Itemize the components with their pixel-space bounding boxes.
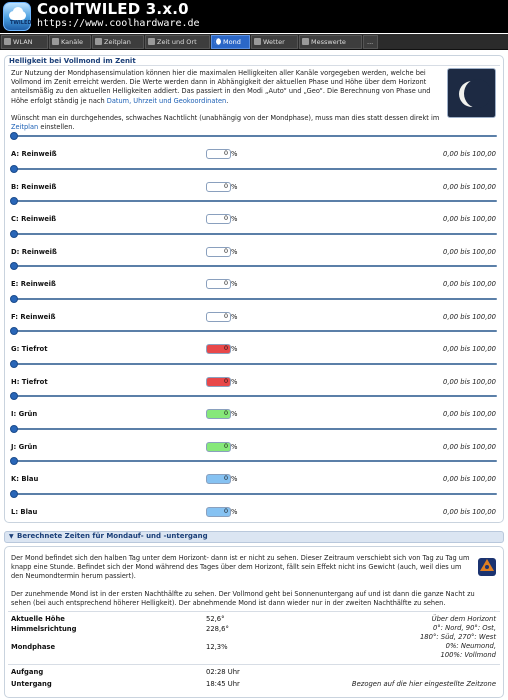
slider-handle[interactable]	[10, 165, 18, 173]
slider-handle[interactable]	[10, 490, 18, 498]
channel-label: G: Tiefrot	[11, 345, 48, 353]
phase-note: 0%: Neumond, 100%: Vollmond	[440, 642, 496, 659]
channel-value-input[interactable]: 0	[206, 182, 231, 192]
brightness-slider[interactable]	[11, 198, 497, 204]
moon-shadow	[464, 79, 491, 108]
channel-range: 0,00 bis 100,00	[443, 410, 496, 418]
brightness-slider[interactable]	[11, 263, 497, 269]
channel-value-input[interactable]: 0	[206, 377, 231, 387]
channel-label: I: Grün	[11, 410, 38, 418]
channel-range: 0,00 bis 100,00	[443, 248, 496, 256]
slider-track[interactable]	[11, 298, 497, 300]
slider-handle[interactable]	[10, 230, 18, 238]
tab-mond[interactable]	[211, 35, 250, 49]
channel-label: F: Reinweiß	[11, 313, 56, 321]
channel-label: L: Blau	[11, 508, 38, 516]
main-nav	[0, 34, 508, 50]
channel-value-input[interactable]: 0	[206, 409, 231, 419]
tab-zeit-und-ort[interactable]	[145, 35, 210, 49]
phase-value: 12,3%	[206, 643, 228, 651]
percent-unit: %	[231, 475, 238, 483]
tab-label: Zeit und Ort	[157, 38, 197, 46]
moonrise-label: Aufgang	[11, 668, 44, 676]
brightness-slider[interactable]	[11, 426, 497, 432]
warning-dot	[485, 565, 489, 569]
channel-value-input[interactable]: 0	[206, 474, 231, 484]
channel-label: H: Tiefrot	[11, 378, 48, 386]
percent-unit: %	[231, 183, 238, 191]
channel-value-input[interactable]: 0	[206, 442, 231, 452]
channel-value-input[interactable]: 0	[206, 312, 231, 322]
logo-cloud	[9, 11, 26, 20]
phase-label: Mondphase	[11, 643, 56, 651]
tab-label: Mond	[223, 38, 241, 46]
moonset-label: Untergang	[11, 680, 52, 688]
slider-track[interactable]	[11, 363, 497, 365]
slider-track[interactable]	[11, 395, 497, 397]
brightness-slider[interactable]	[11, 458, 497, 464]
tab-label: WLAN	[13, 38, 33, 46]
slider-handle[interactable]	[10, 392, 18, 400]
tab-more[interactable]	[363, 35, 378, 49]
percent-unit: %	[231, 248, 238, 256]
moon-phase-image	[447, 68, 496, 118]
altitude-label: Aktuelle Höhe	[11, 615, 65, 623]
tab-label: Zeitplan	[104, 38, 131, 46]
timezone-note: Bezogen auf die hier eingestellte Zeitzone	[351, 680, 496, 688]
note-text-start: Wünscht man ein durchgehendes, schwaches Nachtlicht (unabhängig von der Mondphase), muss man dies statt dessen direkt im	[11, 114, 440, 122]
tab-kanaele[interactable]	[49, 35, 91, 49]
tab-label: Kanäle	[61, 38, 84, 46]
brightness-slider[interactable]	[11, 491, 497, 497]
channel-range: 0,00 bis 100,00	[443, 378, 496, 386]
warning-sign-icon	[478, 558, 496, 576]
moonrise-value: 02:28 Uhr	[206, 668, 240, 676]
slider-track[interactable]	[11, 135, 497, 137]
clock-icon	[148, 38, 155, 45]
channel-value-input[interactable]: 0	[206, 507, 231, 517]
channel-range: 0,00 bis 100,00	[443, 345, 496, 353]
tab-label: Messwerte	[311, 38, 346, 46]
wifi-icon	[4, 38, 11, 45]
percent-unit: %	[231, 215, 238, 223]
panel-title: Helligkeit bei Vollmond im Zenit	[9, 57, 136, 65]
channel-range: 0,00 bis 100,00	[443, 215, 496, 223]
cloud-icon	[254, 38, 261, 45]
slider-track[interactable]	[11, 168, 497, 170]
tab-messwerte[interactable]	[299, 35, 362, 49]
channel-range: 0,00 bis 100,00	[443, 313, 496, 321]
altitude-note: Über dem Horizont	[431, 615, 496, 623]
altitude-value: 52,6°	[206, 615, 225, 623]
panel-divider	[8, 65, 500, 66]
slider-track[interactable]	[11, 265, 497, 267]
intro-text-start: Zur Nutzung der Mondphasensimulation können hier die maximalen Helligkeiten aller Kanäle vorgegeben werden, welche bei Vollmond im Zenit erreicht werden. Die Werte werden dann in Abhängigkeit der aktuellen Phase und Höhe über dem Horizont anteilsmäßig zu den aktuellen Helligkeiten addiert. Das passiert in den Modi „Auto“ und „Geo“. Die Berechnung von Phase und Höhe erfolgt ständig je nach	[11, 69, 431, 105]
slider-handle[interactable]	[10, 262, 18, 270]
channel-label: D: Reinweiß	[11, 248, 57, 256]
intro-text	[11, 69, 443, 106]
percent-unit: %	[231, 410, 238, 418]
moon-phase-text: Der zunehmende Mond ist in der ersten Nachthälfte zu sehen. Der Vollmond geht bei Sonnenuntergang auf und ist dann die ganze Nacht zu sehen (bei auch entsprechend höherer Helligkeit). Der abnehmende Mond ist dann wieder nur in der zweiten Nachthälfte zu sehen.	[11, 590, 475, 608]
app-header	[0, 0, 508, 33]
schedule-icon	[95, 38, 102, 45]
percent-unit: %	[231, 313, 238, 321]
percent-unit: %	[231, 508, 238, 516]
brightness-slider[interactable]	[11, 166, 497, 172]
channel-value-input[interactable]: 0	[206, 279, 231, 289]
channel-label: B: Reinweiß	[11, 183, 57, 191]
channel-range: 0,00 bis 100,00	[443, 508, 496, 516]
slider-handle[interactable]	[10, 457, 18, 465]
slider-handle[interactable]	[10, 132, 18, 140]
brightness-slider[interactable]	[11, 231, 497, 237]
chart-icon	[302, 38, 309, 45]
slider-handle[interactable]	[10, 425, 18, 433]
channel-label: A: Reinweiß	[11, 150, 57, 158]
tab-zeitplan[interactable]	[92, 35, 144, 49]
note-text-end: einstellen.	[38, 123, 75, 132]
channel-label: K: Blau	[11, 475, 39, 483]
moon-visibility-text: Der Mond befindet sich den halben Tag unter dem Horizont- dann ist er nicht zu sehen. Dieser Zeitraum verschiebt sich von Tag zu Tag um knapp eine Stunde. Befindet sich der Mond während des Tages über dem Horizont, fällt sein Effekt nicht ins Gewicht (auch, weil dies um den Neumondtermin herum passiert).	[11, 554, 470, 581]
schedule-link[interactable]: Zeitplan	[11, 123, 39, 132]
intro-text-end: .	[226, 96, 229, 105]
logo-text: TWILED	[10, 20, 32, 26]
channel-range: 0,00 bis 100,00	[443, 183, 496, 191]
percent-unit: %	[231, 443, 238, 451]
moonset-value: 18:45 Uhr	[206, 680, 240, 688]
channel-label: E: Reinweiß	[11, 280, 56, 288]
tab-label: Wetter	[263, 38, 285, 46]
more-icon: ...	[367, 38, 374, 46]
slider-track[interactable]	[11, 233, 497, 235]
channel-range: 0,00 bis 100,00	[443, 280, 496, 288]
nightlight-note	[11, 114, 443, 132]
app-logo	[3, 2, 31, 31]
stats-divider	[8, 611, 500, 612]
channels-icon	[52, 38, 59, 45]
brightness-slider[interactable]	[11, 361, 497, 367]
channel-value-input[interactable]: 0	[206, 247, 231, 257]
channel-value-input[interactable]: 0	[206, 149, 231, 159]
direction-label: Himmelsrichtung	[11, 625, 77, 633]
slider-handle[interactable]	[10, 327, 18, 335]
moon-icon	[214, 38, 221, 45]
brightness-slider[interactable]	[11, 133, 497, 139]
direction-note: 0°: Nord, 90°: Ost, 180°: Süd, 270°: West	[419, 624, 496, 641]
channel-label: J: Grün	[11, 443, 38, 451]
chevron-down-icon[interactable]: ▼	[9, 533, 14, 540]
slider-handle[interactable]	[10, 360, 18, 368]
channel-value-input[interactable]: 0	[206, 214, 231, 224]
times-divider	[8, 664, 500, 665]
datetime-geo-link[interactable]: Datum, Uhrzeit und Geokoordinaten	[106, 96, 227, 105]
channel-value-input[interactable]: 0	[206, 344, 231, 354]
tab-wetter[interactable]	[251, 35, 298, 49]
slider-track[interactable]	[11, 330, 497, 332]
app-title: CoolTWILED 3.x.0	[37, 0, 189, 18]
percent-unit: %	[231, 378, 238, 386]
channel-range: 0,00 bis 100,00	[443, 475, 496, 483]
percent-unit: %	[231, 280, 238, 288]
brightness-slider[interactable]	[11, 393, 497, 399]
slider-track[interactable]	[11, 200, 497, 202]
slider-handle[interactable]	[10, 197, 18, 205]
app-url[interactable]: https://www.coolhardware.de	[37, 18, 200, 29]
times-accordion-title[interactable]: Berechnete Zeiten für Mondauf- und -untergang	[17, 532, 208, 540]
channel-label: C: Reinweiß	[11, 215, 57, 223]
channel-range: 0,00 bis 100,00	[443, 443, 496, 451]
slider-track[interactable]	[11, 493, 497, 495]
slider-handle[interactable]	[10, 295, 18, 303]
direction-value: 228,6°	[206, 625, 229, 633]
percent-unit: %	[231, 150, 238, 158]
slider-track[interactable]	[11, 428, 497, 430]
percent-unit: %	[231, 345, 238, 353]
tab-wlan[interactable]	[1, 35, 48, 49]
brightness-slider[interactable]	[11, 296, 497, 302]
slider-track[interactable]	[11, 460, 497, 462]
channel-range: 0,00 bis 100,00	[443, 150, 496, 158]
brightness-slider[interactable]	[11, 328, 497, 334]
